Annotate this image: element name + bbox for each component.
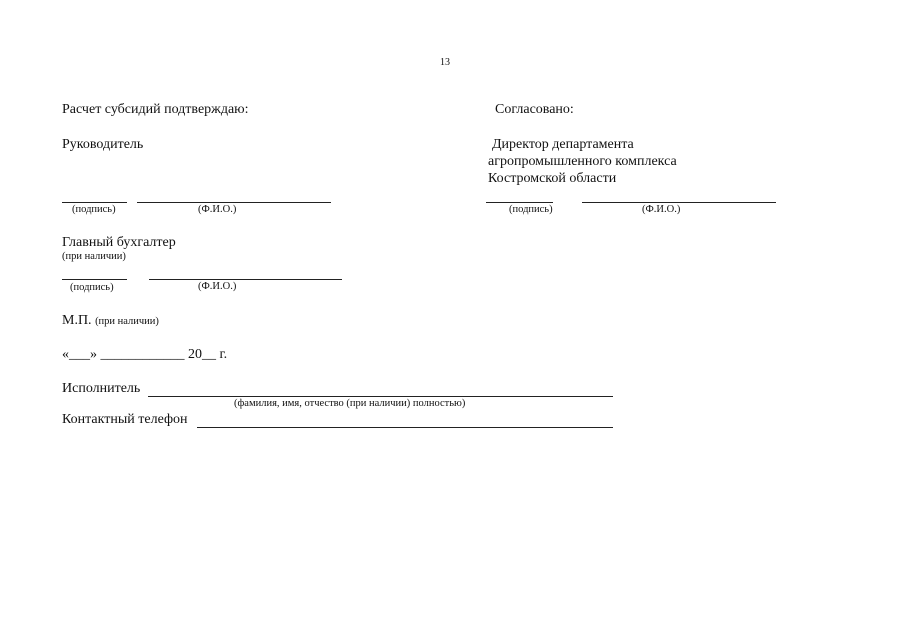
stamp-abbrev: М.П.: [62, 313, 92, 328]
director-name-caption: (Ф.И.О.): [642, 204, 681, 215]
head-name-line: [137, 202, 331, 203]
director-signature-line: [486, 202, 553, 203]
page-number: 13: [440, 57, 450, 68]
accountant-name-line: [149, 279, 342, 280]
head-signature-line: [62, 202, 127, 203]
phone-line: [197, 427, 613, 428]
head-name-caption: (Ф.И.О.): [198, 204, 237, 215]
accountant-name-caption: (Ф.И.О.): [198, 281, 237, 292]
accountant-title: Главный бухгалтер: [62, 235, 176, 250]
accountant-note: (при наличии): [62, 251, 126, 262]
stamp-label: [62, 314, 159, 328]
director-title-line2: агропромышленного комплекса: [488, 154, 677, 169]
phone-label: Контактный телефон: [62, 412, 188, 427]
executor-label: Исполнитель: [62, 381, 141, 396]
executor-line: [148, 396, 613, 397]
executor-caption: (фамилия, имя, отчество (при наличии) полностью): [234, 398, 466, 409]
accountant-signature-caption: (подпись): [70, 282, 114, 293]
accountant-signature-line: [62, 279, 127, 280]
head-title: Руководитель: [62, 137, 144, 152]
date-line: «___» ____________ 20__ г.: [62, 347, 228, 362]
director-title-line3: Костромской области: [488, 171, 617, 186]
head-signature-caption: (подпись): [72, 204, 116, 215]
confirm-heading: Расчет субсидий подтверждаю:: [62, 102, 249, 117]
director-name-line: [582, 202, 776, 203]
director-title-line1: Директор департамента: [492, 137, 634, 152]
agreed-heading: Согласовано:: [495, 102, 574, 117]
stamp-note: (при наличии): [95, 316, 159, 327]
director-signature-caption: (подпись): [509, 204, 553, 215]
